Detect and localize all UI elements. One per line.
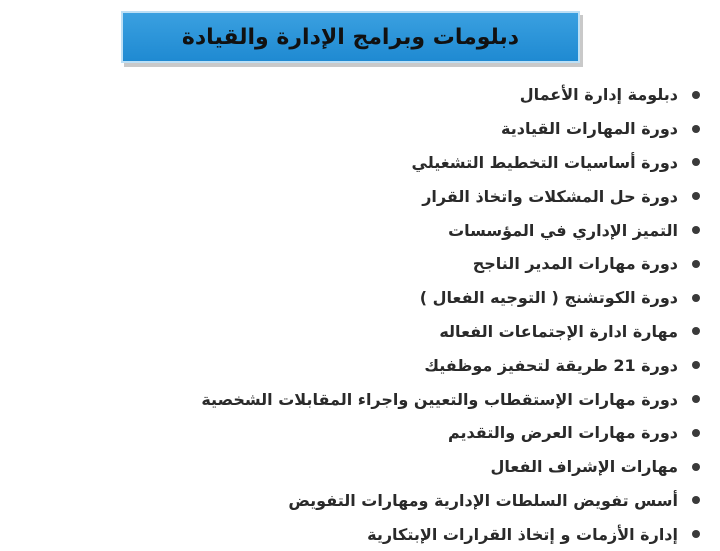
list-item bbox=[170, 281, 700, 315]
list-item bbox=[170, 348, 700, 382]
bullet-icon bbox=[692, 496, 700, 504]
bullet-icon bbox=[692, 463, 700, 471]
bullet-icon bbox=[692, 361, 700, 369]
title-banner bbox=[121, 11, 580, 63]
list-item-label: دورة حل المشكلات واتخاذ القرار bbox=[422, 186, 678, 206]
bullet-icon bbox=[692, 125, 700, 133]
list-item-label: دورة الكوتشنج ( التوجيه الفعال ) bbox=[419, 288, 678, 308]
list-item-label: دورة مهارات المدير الناجح bbox=[472, 254, 678, 274]
list-item-label: دورة 21 طريقة لتحفيز موظفيك bbox=[424, 355, 678, 375]
bullet-icon bbox=[692, 327, 700, 335]
list-item bbox=[170, 315, 700, 349]
list-item-label: دبلومة إدارة الأعمال bbox=[519, 85, 678, 105]
bullet-icon bbox=[692, 158, 700, 166]
bullet-icon bbox=[692, 192, 700, 200]
list-item-label: مهارات الإشراف الفعال bbox=[490, 457, 678, 477]
list-item bbox=[170, 247, 700, 281]
bullet-icon bbox=[692, 226, 700, 234]
list-item bbox=[170, 213, 700, 247]
list-item bbox=[170, 450, 700, 484]
list-item-label: دورة المهارات القيادية bbox=[501, 119, 678, 139]
bullet-icon bbox=[692, 294, 700, 302]
list-item bbox=[170, 416, 700, 450]
list-item bbox=[170, 382, 700, 416]
list-item-label: دورة مهارات العرض والتقديم bbox=[447, 423, 678, 443]
list-item-label: مهارة ادارة الإجتماعات الفعاله bbox=[439, 321, 678, 341]
list-item-label: إدارة الأزمات و إتخاذ القرارات الإبتكارية bbox=[367, 524, 678, 544]
bullet-icon bbox=[692, 91, 700, 99]
list-item-label: التميز الإداري في المؤسسات bbox=[448, 220, 678, 240]
list-item bbox=[170, 146, 700, 180]
list-item-label: دورة مهارات الإستقطاب والتعيين واجراء المقابلات الشخصية bbox=[201, 389, 678, 409]
list-item-label: دورة أساسيات التخطيط التشغيلي bbox=[411, 152, 678, 172]
bullet-icon bbox=[692, 260, 700, 268]
list-item bbox=[170, 78, 700, 112]
course-list bbox=[170, 78, 700, 551]
bullet-icon bbox=[692, 530, 700, 538]
bullet-icon bbox=[692, 429, 700, 437]
slide-title: دبلومات وبرامج الإدارة والقيادة bbox=[181, 24, 520, 50]
list-item-label: أسس تفويض السلطات الإدارية ومهارات التفويض bbox=[288, 490, 678, 510]
list-item bbox=[170, 179, 700, 213]
list-item bbox=[170, 112, 700, 146]
bullet-icon bbox=[692, 395, 700, 403]
list-item bbox=[170, 517, 700, 551]
list-item bbox=[170, 484, 700, 518]
